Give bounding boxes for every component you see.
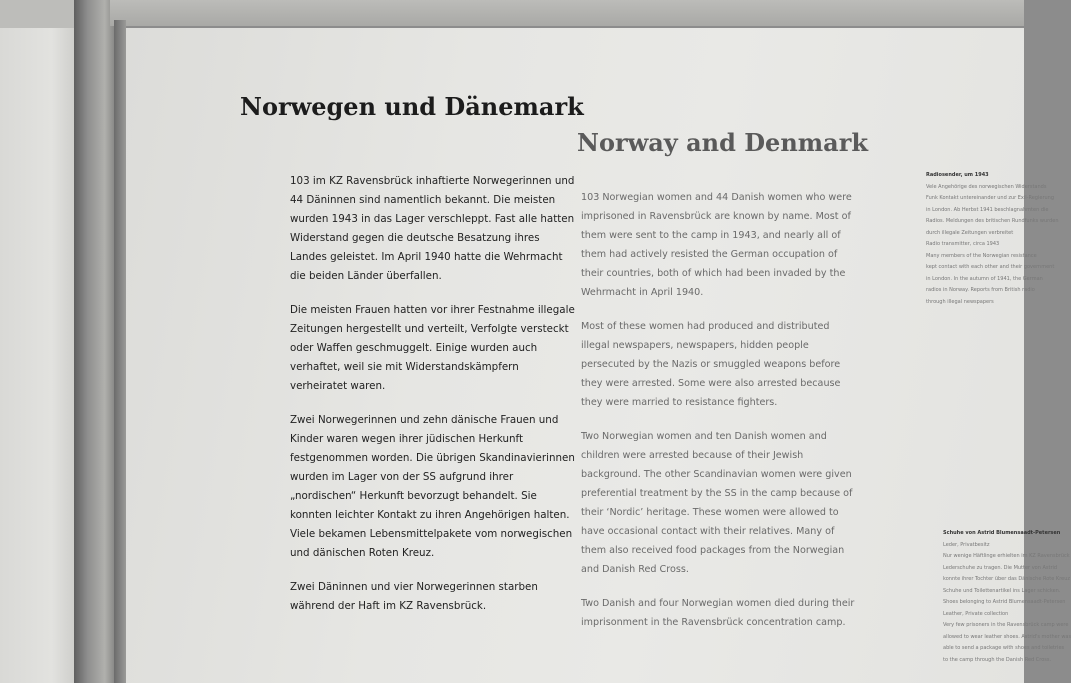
adjacent-wall-panel xyxy=(0,0,74,683)
side-caption-line: Lederschuhe zu tragen. Die Mutter von Astrid xyxy=(943,564,1058,571)
exhibition-board xyxy=(126,28,1071,683)
side-caption-line: through illegal newspapers xyxy=(926,298,994,305)
adjacent-panel-top xyxy=(0,0,74,28)
side-caption-radio xyxy=(926,172,1059,310)
panel-gap xyxy=(74,0,118,683)
side-caption-line: Radio transmitter, circa 1943 xyxy=(926,241,1000,247)
side-caption-line: Nur wenige Häftlinge erhielten im KZ Ravensbrück xyxy=(943,553,1070,559)
side-caption-line: to the camp through the Danish Red Cross. xyxy=(943,656,1052,663)
side-caption-heading: Radiosender, um 1943 xyxy=(926,172,989,178)
side-caption-line: Many members of the Norwegian resistance xyxy=(926,252,1037,259)
german-paragraph: Die meisten Frauen hatten vor ihrer Festnahme illegale Zeitungen hergestellt und verteilt, Verfolgte versteckt oder Waffen geschmuggelt. Einige wurden auch verhaftet, weil sie mit Widerstandskämpfern verheiratet waren. xyxy=(290,304,575,392)
side-caption-line: Leather, Private collection xyxy=(943,610,1009,617)
side-caption-line: Very few prisoners in the Ravensbrück camp were xyxy=(943,622,1069,628)
english-paragraph: Two Danish and four Norwegian women died during their imprisonment in the Ravensbrück concentration camp. xyxy=(581,598,855,628)
german-text-column xyxy=(290,172,575,631)
side-caption-line: Funk Kontakt untereinander und zur Exil-Regierung xyxy=(926,195,1055,201)
side-caption-line: Leder, Privatbesitz xyxy=(943,541,990,548)
side-caption-line: allowed to wear leather shoes. Astrid's mother was xyxy=(943,633,1071,640)
side-caption-line: durch illegale Zeitungen verbreitet xyxy=(926,229,1014,236)
side-caption-line: konnte ihrer Tochter über das Dänische Rote Kreuz xyxy=(943,576,1071,582)
side-caption-heading: Schuhe von Astrid Blumensaadt-Petersen xyxy=(943,530,1061,536)
board-frame-top xyxy=(110,0,1024,26)
side-caption-line: Vele Angehörige des norwegischen Widerstands xyxy=(926,183,1047,190)
english-paragraph: Most of these women had produced and distributed illegal newspapers, newspapers, hidden people persecuted by the Nazis or smuggled weapons before they were arrested. Some were also arrested because they were married to resistance fighters. xyxy=(581,321,841,408)
side-caption-line: Radios. Meldungen des britischen Rundfunks wurden xyxy=(926,218,1059,224)
side-caption-line: Schuhe und Toilettenartikel ins Lager schicken. xyxy=(943,587,1061,594)
german-paragraph: 103 im KZ Ravensbrück inhaftierte Norwegerinnen und 44 Däninnen sind namentlich bekannt. Die meisten wurden 1943 in das Lager verschleppt. Fast alle hatten Widerstand gegen die deutsche Besatzung ihres Landes geleistet. Im April 1940 hatte die Wehrmacht die beiden Länder überfallen. xyxy=(290,175,575,282)
side-caption-line: Shoes belonging to Astrid Blumensaadt-Petersen xyxy=(943,599,1066,605)
side-caption-line: able to send a package with shoes and toiletries xyxy=(943,645,1065,651)
german-paragraph: Zwei Däninnen und vier Norwegerinnen starben während der Haft im KZ Ravensbrück. xyxy=(290,581,538,612)
side-caption-line: in London. Ab Herbst 1941 beschlagnahmten die xyxy=(926,206,1049,213)
title-english: Norway and Denmark xyxy=(577,128,868,157)
side-caption-line: kept contact with each other and their government xyxy=(926,264,1055,270)
english-paragraph: 103 Norwegian women and 44 Danish women who were imprisoned in Ravensbrück are known by name. Most of them were sent to the camp in 1943, and nearly all of them had actively resisted the German occupation of their countries, both of which had been invaded by the Wehrmacht in April 1940. xyxy=(581,192,852,298)
side-caption-line: radios in Norway. Reports from British radio xyxy=(926,287,1035,293)
english-paragraph: Two Norwegian women and ten Danish women and children were arrested because of their Jewish background. The other Scandinavian women were given preferential treatment by the SS in the camp because of their ‘Nordic’ heritage. These women were allowed to have occasional contact with their relatives. Many of them also received food packages from the Norwegian and Danish Red Cross. xyxy=(581,431,853,575)
english-text-column xyxy=(581,188,856,647)
title-german: Norwegen und Dänemark xyxy=(240,92,584,121)
side-caption-line: in London. In the autumn of 1941, the German xyxy=(926,275,1043,282)
side-caption-shoes xyxy=(943,530,1071,668)
german-paragraph: Zwei Norwegerinnen und zehn dänische Frauen und Kinder waren wegen ihrer jüdischen Herkunft festgenommen worden. Die übrigen Skandinavierinnen wurden im Lager von der SS aufgrund ihrer „nordischen“ Herkunft bevorzugt behandelt. Sie konnten leichter Kontakt zu ihren Angehörigen halten. Viele bekamen Lebensmittelpakete vom norwegischen und dänischen Roten Kreuz. xyxy=(290,414,575,559)
board-frame-edge xyxy=(114,20,126,683)
